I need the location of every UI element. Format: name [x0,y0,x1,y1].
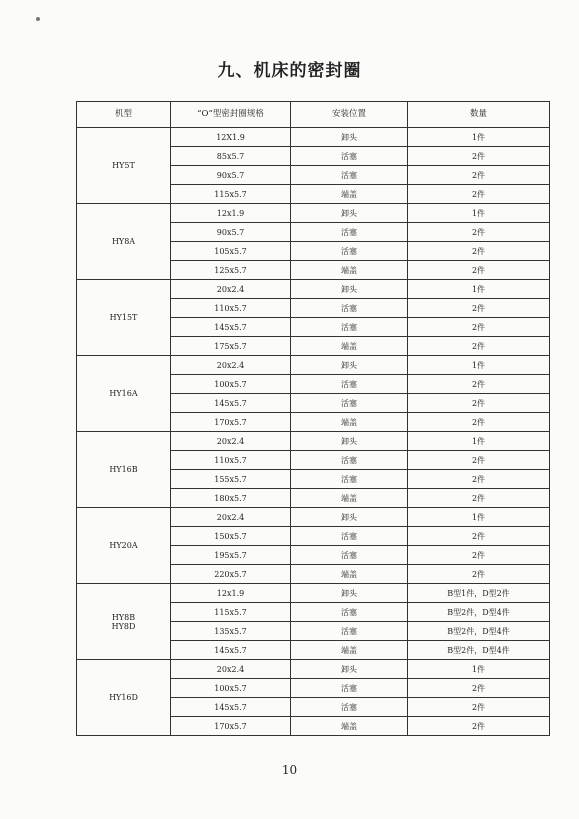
spec-cell: 85x5.7 [171,147,291,166]
table-header-row [77,102,550,128]
spec-cell: 115x5.7 [171,603,291,622]
header-model: 机型 [77,102,171,128]
quantity-cell: 2件 [408,318,550,337]
quantity-cell: B型2件，D型4件 [408,603,550,622]
quantity-cell: 2件 [408,698,550,717]
table-row [77,356,550,375]
quantity-cell: 2件 [408,489,550,508]
spec-cell: 20x2.4 [171,356,291,375]
position-cell: 活塞 [291,603,408,622]
spec-cell: 12x1.9 [171,584,291,603]
spec-cell: 145x5.7 [171,394,291,413]
quantity-cell: 1件 [408,280,550,299]
quantity-cell: 2件 [408,242,550,261]
model-cell: HY16A [77,356,171,432]
table-body [77,128,550,736]
spec-cell: 12x1.9 [171,204,291,223]
quantity-cell: 2件 [408,470,550,489]
spec-cell: 145x5.7 [171,698,291,717]
spec-cell: 180x5.7 [171,489,291,508]
position-cell: 活塞 [291,242,408,261]
position-cell: 活塞 [291,451,408,470]
header-position: 安装位置 [291,102,408,128]
model-cell: HY15T [77,280,171,356]
position-cell: 卸头 [291,356,408,375]
seal-table [76,101,550,736]
header-quantity: 数量 [408,102,550,128]
spec-cell: 170x5.7 [171,717,291,736]
position-cell: 活塞 [291,318,408,337]
quantity-cell: 1件 [408,128,550,147]
table-row [77,280,550,299]
position-cell: 卸头 [291,584,408,603]
position-cell: 卸头 [291,660,408,679]
quantity-cell: 2件 [408,565,550,584]
quantity-cell: 2件 [408,375,550,394]
header-spec: “O”型密封圈规格 [171,102,291,128]
model-cell: HY16B [77,432,171,508]
spec-cell: 155x5.7 [171,470,291,489]
quantity-cell: 2件 [408,185,550,204]
quantity-cell: 2件 [408,451,550,470]
position-cell: 卸头 [291,128,408,147]
table-row [77,204,550,223]
position-cell: 活塞 [291,147,408,166]
quantity-cell: 1件 [408,204,550,223]
position-cell: 卸头 [291,204,408,223]
position-cell: 卸头 [291,508,408,527]
position-cell: 端盖 [291,185,408,204]
spec-cell: 220x5.7 [171,565,291,584]
spec-cell: 145x5.7 [171,318,291,337]
page-title: 九、机床的密封圈 [217,61,362,81]
position-cell: 活塞 [291,527,408,546]
model-cell: HY16D [77,660,171,736]
position-cell: 活塞 [291,166,408,185]
quantity-cell: 2件 [408,717,550,736]
quantity-cell: 2件 [408,299,550,318]
position-cell: 活塞 [291,470,408,489]
spec-cell: 20x2.4 [171,508,291,527]
quantity-cell: B型2件，D型4件 [408,641,550,660]
table-row [77,432,550,451]
spec-cell: 90x5.7 [171,223,291,242]
table-row [77,508,550,527]
position-cell: 端盖 [291,717,408,736]
position-cell: 活塞 [291,394,408,413]
quantity-cell: B型2件，D型4件 [408,622,550,641]
quantity-cell: 2件 [408,337,550,356]
table-row [77,128,550,147]
spec-cell: 115x5.7 [171,185,291,204]
scan-speck [36,17,40,21]
quantity-cell: 1件 [408,356,550,375]
spec-cell: 125x5.7 [171,261,291,280]
quantity-cell: 2件 [408,527,550,546]
spec-cell: 150x5.7 [171,527,291,546]
position-cell: 端盖 [291,337,408,356]
quantity-cell: 2件 [408,679,550,698]
position-cell: 端盖 [291,489,408,508]
spec-cell: 12X1.9 [171,128,291,147]
spec-cell: 105x5.7 [171,242,291,261]
spec-cell: 110x5.7 [171,451,291,470]
quantity-cell: 1件 [408,432,550,451]
quantity-cell: 2件 [408,147,550,166]
quantity-cell: 2件 [408,413,550,432]
quantity-cell: 2件 [408,223,550,242]
spec-cell: 110x5.7 [171,299,291,318]
position-cell: 活塞 [291,546,408,565]
table-row [77,660,550,679]
position-cell: 活塞 [291,698,408,717]
quantity-cell: 1件 [408,660,550,679]
position-cell: 卸头 [291,280,408,299]
spec-cell: 20x2.4 [171,280,291,299]
page-number: 10 [281,763,298,777]
spec-cell: 100x5.7 [171,375,291,394]
position-cell: 活塞 [291,375,408,394]
table-row [77,584,550,603]
quantity-cell: B型1件，D型2件 [408,584,550,603]
model-cell: HY8B HY8D [77,584,171,660]
model-cell: HY5T [77,128,171,204]
quantity-cell: 2件 [408,166,550,185]
model-cell: HY8A [77,204,171,280]
position-cell: 活塞 [291,299,408,318]
spec-cell: 90x5.7 [171,166,291,185]
quantity-cell: 2件 [408,261,550,280]
position-cell: 卸头 [291,432,408,451]
position-cell: 活塞 [291,679,408,698]
spec-cell: 195x5.7 [171,546,291,565]
spec-cell: 100x5.7 [171,679,291,698]
quantity-cell: 2件 [408,546,550,565]
spec-cell: 20x2.4 [171,660,291,679]
spec-cell: 170x5.7 [171,413,291,432]
spec-cell: 135x5.7 [171,622,291,641]
spec-cell: 20x2.4 [171,432,291,451]
position-cell: 端盖 [291,641,408,660]
quantity-cell: 2件 [408,394,550,413]
position-cell: 端盖 [291,261,408,280]
position-cell: 端盖 [291,413,408,432]
quantity-cell: 1件 [408,508,550,527]
position-cell: 端盖 [291,565,408,584]
spec-cell: 145x5.7 [171,641,291,660]
spec-cell: 175x5.7 [171,337,291,356]
position-cell: 活塞 [291,223,408,242]
model-cell: HY20A [77,508,171,584]
position-cell: 活塞 [291,622,408,641]
